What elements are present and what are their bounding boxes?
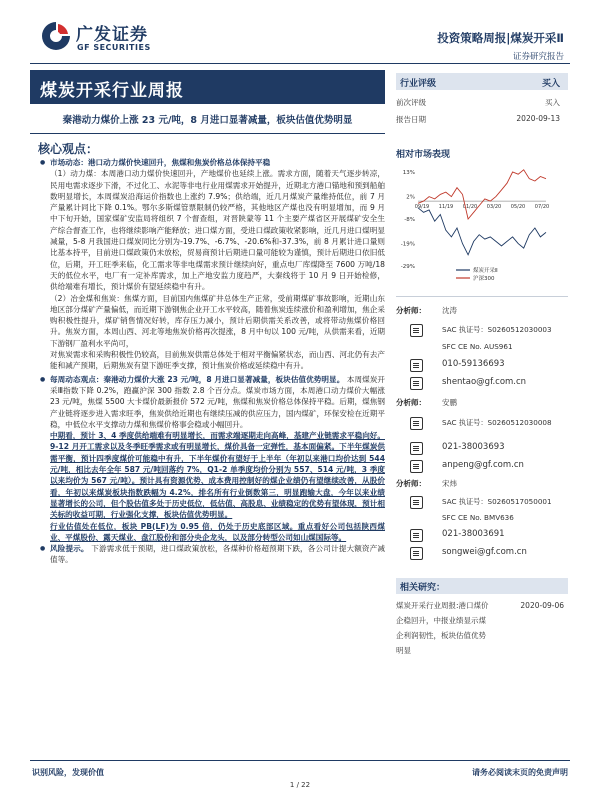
analyst-3-sac: SAC 执证号：S0260517050001 bbox=[442, 497, 552, 506]
para-valuation: 行业估值处在低位，板块 PB(LF)为 0.95 倍，仍处于历史底部区域。重点看好公司包括陕西煤业、平煤股份、露天煤业、盘江股份和部分央企龙头，以及部分转型公司如山煤国际等。 bbox=[50, 521, 385, 542]
id-card-icon bbox=[410, 324, 423, 337]
x-tick-label: 03/20 bbox=[486, 204, 502, 211]
related-item-line-4[interactable]: 明显 bbox=[396, 646, 411, 655]
core-view-label: 核心观点： bbox=[38, 142, 99, 156]
phone-icon bbox=[410, 442, 423, 455]
footer-slogan: 识别风险，发现价值 bbox=[32, 768, 104, 777]
related-item-line-1[interactable]: 煤炭开采行业周报:港口煤价 bbox=[396, 601, 489, 610]
related-item-date: 2020-09-06 bbox=[520, 601, 564, 610]
id-card-icon bbox=[410, 496, 423, 509]
bullet-risk-head: 风险提示。 bbox=[50, 544, 89, 554]
id-card-icon bbox=[410, 417, 423, 430]
legend-label-1: 煤炭开采Ⅱ bbox=[473, 268, 498, 274]
para-midterm: 中期看，预计 3、4 季度供给端难有明显增长，而需求端逐期走向高峰，基建产业链需求平稳向好。9-12 月开工需求以及冬季旺季需求或有明显增长，煤价具备一定弹性，基本面偏紧。下半年煤炭供需平衡，预计四季度煤价可能稳中有升，下半年煤价有望好于上半年（年初以来港口均价达到 544 元/吨，相比去年全年 587 元/吨回落约 7%，Q1-2 单季度均价分别为 557、514 元/吨，3 季度以来均价为 567 元/吨）。预计具有资源优势、成本费用控制好的煤企业绩仍有望继续改善，从股价看，年初以来煤炭板块指数跌幅为 4.2%，排名所有行业倒数第三，明显跑输大盘，今年以来业绩显著增长的公司，但个股估值多处于历史低位，低估值、高股息、业绩稳定的优势有望体现，预计相关标的收益可期，行业强化支撑，板块估值优势明显。 bbox=[50, 431, 385, 520]
legend-label-2: 沪深300 bbox=[473, 276, 495, 282]
related-header bbox=[396, 578, 568, 594]
prev-rating-value: 买入 bbox=[545, 98, 560, 107]
rating-label: 行业评级 bbox=[400, 79, 437, 89]
analyst-3-sfc-row bbox=[396, 510, 571, 528]
brand-name-cn: 广发证券 bbox=[76, 25, 148, 45]
y-tick-label: -8% bbox=[404, 217, 415, 223]
x-tick-label: 07/20 bbox=[534, 204, 550, 211]
header-divider bbox=[30, 63, 570, 64]
para-coke: 对焦炭需求和采购积极性仍较高，目前焦炭供需总体处于相对平衡偏紧状态，而山西、河北仍有去产能和减产预期，后期焦炭有望下游旺季支撑，预计焦炭价格或延续稳中有升。 bbox=[50, 350, 385, 371]
analyst-3-phone-row bbox=[396, 527, 571, 545]
rating-header bbox=[396, 73, 568, 90]
phone-icon bbox=[410, 359, 423, 372]
y-tick-label: 13% bbox=[402, 170, 415, 176]
analyst-2-label: 分析师： bbox=[396, 398, 426, 407]
para-thermal-coal: （1）动力煤：本周港口动力煤价快速回升，产地煤价也延续上涨。需求方面，随着天气逐步转凉，民用电需求逐步下滑，不过化工、水泥等非电行业用煤需求开始提升，近期北方港口锚地和预到船舶数明显增长，本周煤炭沿海运价指数也上涨约 7.9%；供给端，近几月煤炭产量维持低位，前 7 月产量累计同比下降 0.1%。鄂尔多斯煤管票限制仍较严格，其他地区产煤也没有明显增加，而 9 月中下旬开始，国家煤矿安监局将组织 7 个督查组，对晋陕蒙等 11 个主要产煤省区开展煤矿安全生产综合督查工作，也将继续影响产能释放；进口煤方面，受进口煤政策收紧影响，近几月进口煤明显减量，5-8 月我国进口煤炭同比分别为-19.7%、-6.7%、-20.6%和-37.3%，前 8 月累计进口量则比基本持平，目前进口煤政策仍未放松，贸易商预计后期进口量可能较为谨慎，预计后期进口依旧低位，后期，开工旺季来临，化工需求等非电煤需求预计继续向好，重点电厂库煤降至 7600 万吨/18 天的低位水平，电厂有一定补库需求，加上产地安监力度趋严，大秦线将于 10 月 9 日开始检修，供给端难有增长，预计煤价有望延续稳中有升。 bbox=[50, 169, 385, 292]
related-title: 相关研究： bbox=[400, 583, 446, 593]
page-number: 1 / 22 bbox=[289, 781, 311, 789]
analyst-1-sac: SAC 执证号：S0260512030003 bbox=[442, 325, 552, 334]
analyst-1-sfc: SFC CE No. AUS961 bbox=[442, 342, 513, 351]
analyst-3-name: 宋炜 bbox=[442, 479, 457, 488]
related-item-line-3[interactable]: 企利润韧性，板块估值优势 bbox=[396, 631, 486, 640]
analyst-3-phone: 021-38003691 bbox=[442, 529, 505, 539]
para-risk: 下游需求低于预期，进口煤政策放松，各煤种价格超预期下跌，各公司计提大额资产减值等。 bbox=[50, 544, 385, 565]
analyst-1-sfc-row bbox=[396, 339, 571, 357]
title-banner bbox=[30, 70, 385, 104]
analyst-3-label: 分析师： bbox=[396, 479, 426, 488]
series-line-1 bbox=[418, 208, 546, 255]
email-icon bbox=[410, 547, 423, 560]
email-icon bbox=[410, 377, 423, 390]
company-logo bbox=[40, 18, 160, 56]
y-tick-label: 2% bbox=[406, 194, 415, 201]
analyst-2-email-row[interactable] bbox=[396, 458, 571, 476]
report-type: 证券研究报告 bbox=[512, 52, 564, 62]
relative-performance-chart bbox=[396, 162, 568, 284]
email-icon bbox=[410, 460, 423, 473]
series-line-2 bbox=[418, 170, 546, 219]
para-coking-coal: （2）冶金煤和焦炭：焦煤方面，目前国内焦煤矿井总体生产正常，受前期煤矿事故影响，近期山东地区部分煤矿产量偏低，而近期下游钢焦企业开工水平较高，随着焦炭连续涨价和盈利增加，焦企采购积极性提升，煤矿销售情况好转，库存压力减小，预计后期供需关系改善，或将带动焦煤价格回升。焦炭方面，本周山西、河北等地焦炭价格再次提涨，8 月中旬以 100 元/吨，从供需来看，近期下游钢厂盈利水平尚可， bbox=[50, 293, 385, 348]
analyst-3-sfc: SFC CE No. BMV636 bbox=[442, 513, 514, 522]
analyst-1-phone: 010-59136693 bbox=[442, 359, 505, 369]
main-body bbox=[40, 157, 385, 566]
bullet-market-head: 市场动态：港口动力煤价快速回升，焦煤和焦炭价格总体保持平稳 bbox=[50, 158, 271, 167]
related-item[interactable] bbox=[396, 598, 568, 658]
x-tick-label: 05/20 bbox=[510, 204, 526, 211]
page-subtitle: 秦港动力煤价上涨 23 元/吨，8 月进口显著减量，板块估值优势明显 bbox=[62, 115, 353, 126]
related-item-line-2[interactable]: 企稳回升，中报业绩显示煤 bbox=[396, 616, 486, 625]
analyst-1-label: 分析师： bbox=[396, 306, 426, 315]
report-date-label: 报告日期 bbox=[396, 115, 426, 124]
x-tick-label: 01/20 bbox=[462, 204, 478, 211]
subtitle-divider bbox=[30, 133, 385, 134]
footer-disclaimer-link[interactable]: 请务必阅读末页的免责声明 bbox=[472, 768, 568, 777]
analyst-2-name: 安鹏 bbox=[442, 398, 457, 407]
analyst-1-sac-row bbox=[396, 322, 571, 340]
analyst-2-phone: 021-38003693 bbox=[442, 442, 505, 452]
page-title: 煤炭开采行业周报 bbox=[40, 81, 184, 101]
prev-rating-label: 前次评级 bbox=[396, 98, 426, 107]
analyst-2-email[interactable]: anpeng@gf.com.cn bbox=[442, 460, 524, 470]
analyst-2-sac: SAC 执证号：S0260512030008 bbox=[442, 418, 552, 427]
analyst-1-phone-row bbox=[396, 357, 571, 375]
x-tick-label: 09/19 bbox=[414, 204, 430, 211]
bullet-weekly-head: 每周动态观点：秦港动力煤价大涨 23 元/吨，8 月进口显著减量，板块估值优势明显。 bbox=[50, 374, 345, 384]
analyst-3-email[interactable]: songwei@gf.com.cn bbox=[442, 547, 527, 557]
phone-icon bbox=[410, 529, 423, 542]
market-title: 相对市场表现 bbox=[396, 150, 451, 160]
analyst-1-email-row[interactable] bbox=[396, 375, 571, 393]
footer-divider bbox=[30, 760, 570, 761]
para-weekly: 本周煤炭开采Ⅲ指数下降 0.2%，跑赢沪深 300 指数 2.8 个百分点。煤炭市场方面，本周港口动力煤价大幅涨 23 元/吨，焦煤 5500 大卡煤价最新报价 572 元/吨，焦煤和焦炭价格总体保持平稳。后期，煤焦钢产业链将逐步进入需求旺季，焦炭供给近期也有继续压减的供应压力，国内煤矿，环保安检在近期平稳，中低位水平支撑动力煤和焦煤价格事会稳或小幅回升。 bbox=[50, 374, 385, 429]
analyst-1-name: 沈涛 bbox=[442, 306, 457, 315]
report-date-value: 2020-09-13 bbox=[516, 114, 560, 123]
analyst-1-email[interactable]: shentao@gf.com.cn bbox=[442, 377, 527, 387]
analyst-2-phone-row bbox=[396, 440, 571, 458]
x-tick-label: 11/19 bbox=[438, 204, 454, 211]
bullet-weekly bbox=[40, 374, 385, 430]
rating-value: 买入 bbox=[541, 79, 560, 89]
report-title: 投资策略周报|煤炭开采Ⅱ bbox=[437, 31, 564, 45]
analyst-2-sac-row bbox=[396, 415, 571, 433]
gf-logo-icon bbox=[40, 20, 72, 52]
y-tick-label: -19% bbox=[400, 241, 415, 248]
bullet-market bbox=[40, 157, 385, 168]
analyst-3-email-row[interactable] bbox=[396, 545, 571, 563]
brand-name-en: GF SECURITIES bbox=[77, 43, 151, 52]
analyst-divider-top bbox=[396, 296, 568, 297]
bullet-risk bbox=[40, 543, 385, 566]
y-tick-label: -29% bbox=[400, 264, 415, 270]
